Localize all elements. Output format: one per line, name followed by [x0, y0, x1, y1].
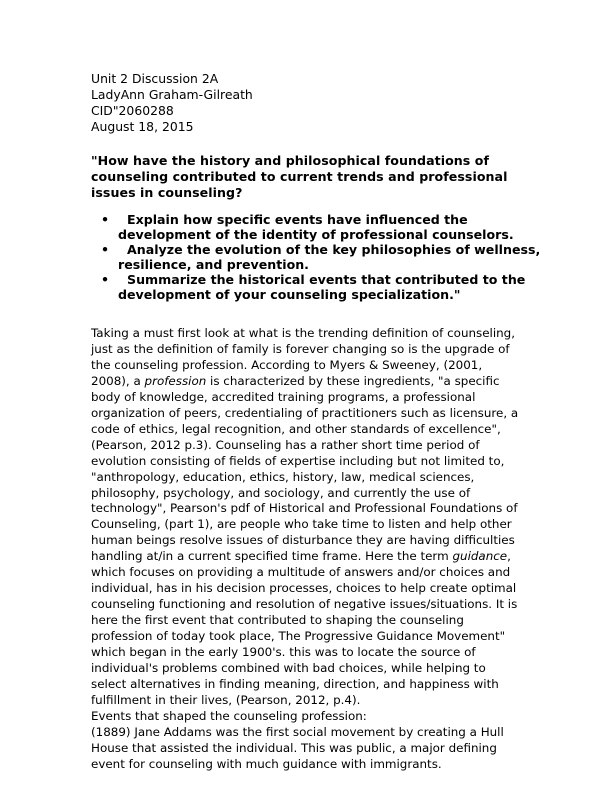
body-line: here the first event that contributed to shaping the counseling [91, 613, 464, 628]
body-text [91, 326, 531, 773]
body-line: the counseling profession. According to Myers & Sweeney, (2001, [91, 357, 483, 372]
bullet-list [91, 212, 541, 302]
body-line: counseling functioning and resolution of negative issues/situations. It is [91, 597, 518, 612]
body-line: "anthropology, education, ethics, history, law, medical sciences, [91, 469, 475, 484]
bullet-line: development of your counseling specialization." [118, 287, 461, 302]
body-line: profession of today took place, The Progressive Guidance Movement" [91, 629, 506, 644]
question-line: issues in counseling? [91, 185, 243, 200]
bullet-item [91, 212, 531, 242]
body-line: code of ethics, legal recognition, and other standards of excellence", [91, 421, 501, 436]
body-line: (Pearson, 2012 p.3). Counseling has a rather short time period of [91, 437, 480, 452]
document-date: August 18, 2015 [91, 119, 194, 134]
body-line: Taking a must first look at what is the trending definition of counseling, [91, 326, 515, 340]
body-line: House that assisted the individual. This was public, a major defining [91, 740, 497, 755]
body-line: organization of peers, credentialing of practitioners such as licensure, a [91, 405, 519, 420]
body-line: select alternatives in finding meaning, direction, and happiness with [91, 676, 499, 691]
text-run: handling at/in a current specified time frame. Here the term [91, 549, 453, 564]
bullet-line: development of the identity of professional counselors. [118, 227, 514, 242]
bullet-line: Summarize the historical events that contributed to the [127, 272, 526, 287]
bullet-icon: • [101, 212, 110, 227]
body-line: fulfillment in their lives, (Pearson, 2012, p.4). [91, 692, 361, 707]
bullet-line: Explain how specific events have influenced the [127, 212, 468, 227]
body-line [91, 549, 531, 565]
document-header [91, 71, 253, 135]
discussion-question [91, 153, 531, 201]
body-line: (1889) Jane Addams was the first social movement by creating a Hull [91, 724, 504, 739]
body-line: individual's problems combined with bad choices, while helping to [91, 661, 486, 676]
student-id: CID"2060288 [91, 103, 174, 118]
body-line: technology", Pearson's pdf of Historical and Professional Foundations of [91, 501, 518, 516]
body-line: Counseling, (part 1), are people who take time to listen and help other [91, 517, 512, 532]
bullet-icon: • [101, 272, 110, 287]
body-line: philosophy, psychology, and sociology, and currently the use of [91, 485, 471, 500]
assignment-title: Unit 2 Discussion 2A [91, 71, 219, 86]
italic-term-profession: profession [144, 373, 207, 388]
text-run: , [507, 549, 511, 564]
question-line: "How have the history and philosophical foundations of [91, 153, 490, 168]
body-line: body of knowledge, accredited training programs, a professional [91, 389, 476, 404]
italic-term-guidance: guidance [452, 549, 508, 564]
body-line: individual, has in his decision processes, choices to help create optimal [91, 581, 517, 596]
author-name: LadyAnn Graham-Gilreath [91, 87, 253, 102]
body-line: event for counseling with much guidance with immigrants. [91, 756, 442, 771]
bullet-line: resilience, and prevention. [118, 257, 309, 272]
text-run: is characterized by these ingredients, "a specific [206, 373, 500, 388]
bullet-line: Analyze the evolution of the key philosophies of wellness, [127, 242, 541, 257]
question-line: counseling contributed to current trends and professional [91, 169, 508, 184]
body-line: evolution consisting of fields of expertise including but not limited to, [91, 453, 505, 468]
body-line: human beings resolve issues of disturbance they are having difficulties [91, 533, 515, 548]
body-line: which focuses on providing a multitude of answers and/or choices and [91, 565, 511, 580]
bullet-item [91, 242, 541, 272]
text-run: 2008), a [91, 373, 145, 388]
body-line: which began in the early 1900's. this was to locate the source of [91, 645, 476, 660]
bullet-icon: • [101, 242, 110, 257]
body-line: just as the definition of family is forever changing so is the upgrade of [91, 341, 510, 356]
bullet-item [91, 272, 531, 302]
body-line [91, 374, 531, 390]
body-line: Events that shaped the counseling profession: [91, 708, 367, 723]
